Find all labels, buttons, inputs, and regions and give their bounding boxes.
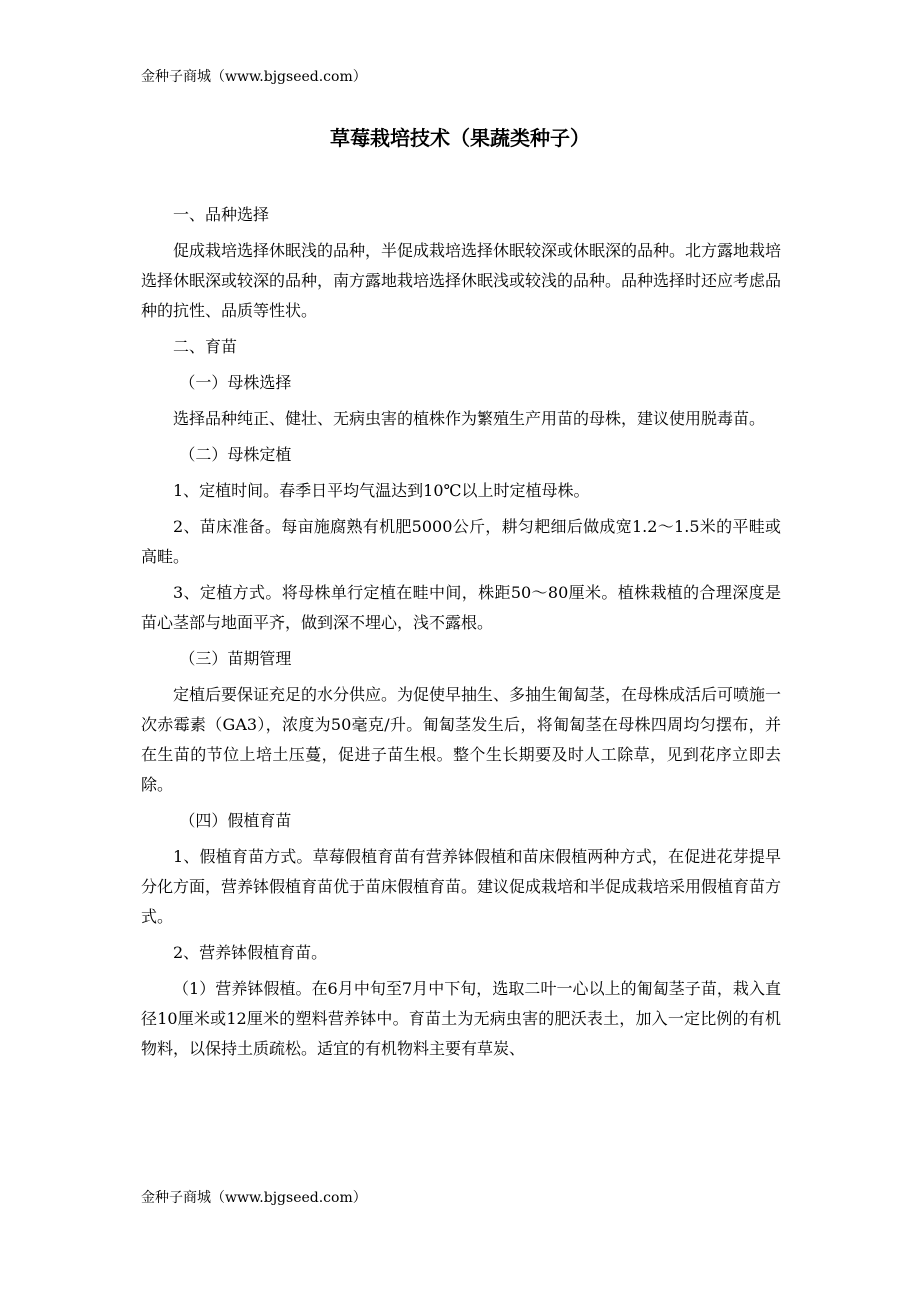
paragraph: 3、定植方式。将母株单行定植在畦中间，株距50～80厘米。植株栽植的合理深度是苗心茎部与地面平齐，做到深不埋心，浅不露根。 <box>141 583 781 632</box>
document-title: 草莓栽培技术（果蔬类种子） <box>330 126 590 150</box>
subsection-heading: （一）母株选择 <box>179 373 292 392</box>
document-body <box>141 200 781 1070</box>
paragraph: 2、营养钵假植育苗。 <box>173 943 328 962</box>
section-heading-seedling: 二、育苗 <box>173 337 238 356</box>
subsection-heading: （二）母株定植 <box>179 445 292 464</box>
paragraph: 定植后要保证充足的水分供应。为促使早抽生、多抽生匍匐茎，在母株成活后可喷施一次赤霉素（GA3），浓度为50毫克/升。匍匐茎发生后，将匍匐茎在母株四周均匀摆布，并在生苗的节位上培土压蔓，促进子苗生根。整个生长期要及时人工除草，见到花序立即去除。 <box>141 685 782 794</box>
subsection-heading: （三）苗期管理 <box>179 649 292 668</box>
subsection-heading: （四）假植育苗 <box>179 811 292 830</box>
section-heading-variety: 一、品种选择 <box>173 205 270 224</box>
page-header: 金种子商城（www.bjgseed.com） <box>141 69 367 85</box>
paragraph: 1、假植育苗方式。草莓假植育苗有营养钵假植和苗床假植两种方式，在促进花芽提早分化方面，营养钵假植育苗优于苗床假植育苗。建议促成栽培和半促成栽培采用假植育苗方式。 <box>141 847 782 926</box>
paragraph: （1）营养钵假植。在6月中旬至7月中下旬，选取二叶一心以上的匍匐茎子苗，栽入直径10厘米或12厘米的塑料营养钵中。育苗土为无病虫害的肥沃表土，加入一定比例的有机物料，以保持土质疏松。适宜的有机物料主要有草炭、 <box>141 979 781 1058</box>
paragraph: 促成栽培选择休眠浅的品种，半促成栽培选择休眠较深或休眠深的品种。北方露地栽培选择休眠深或较深的品种，南方露地栽培选择休眠浅或较浅的品种。品种选择时还应考虑品种的抗性、品质等性状。 <box>141 241 782 320</box>
page-footer: 金种子商城（www.bjgseed.com） <box>141 1190 367 1206</box>
paragraph: 选择品种纯正、健壮、无病虫害的植株作为繁殖生产用苗的母株，建议使用脱毒苗。 <box>173 409 766 428</box>
paragraph: 2、苗床准备。每亩施腐熟有机肥5000公斤，耕匀耙细后做成宽1.2～1.5米的平畦或高畦。 <box>141 517 781 566</box>
paragraph: 1、定植时间。春季日平均气温达到10℃以上时定植母株。 <box>173 481 590 500</box>
